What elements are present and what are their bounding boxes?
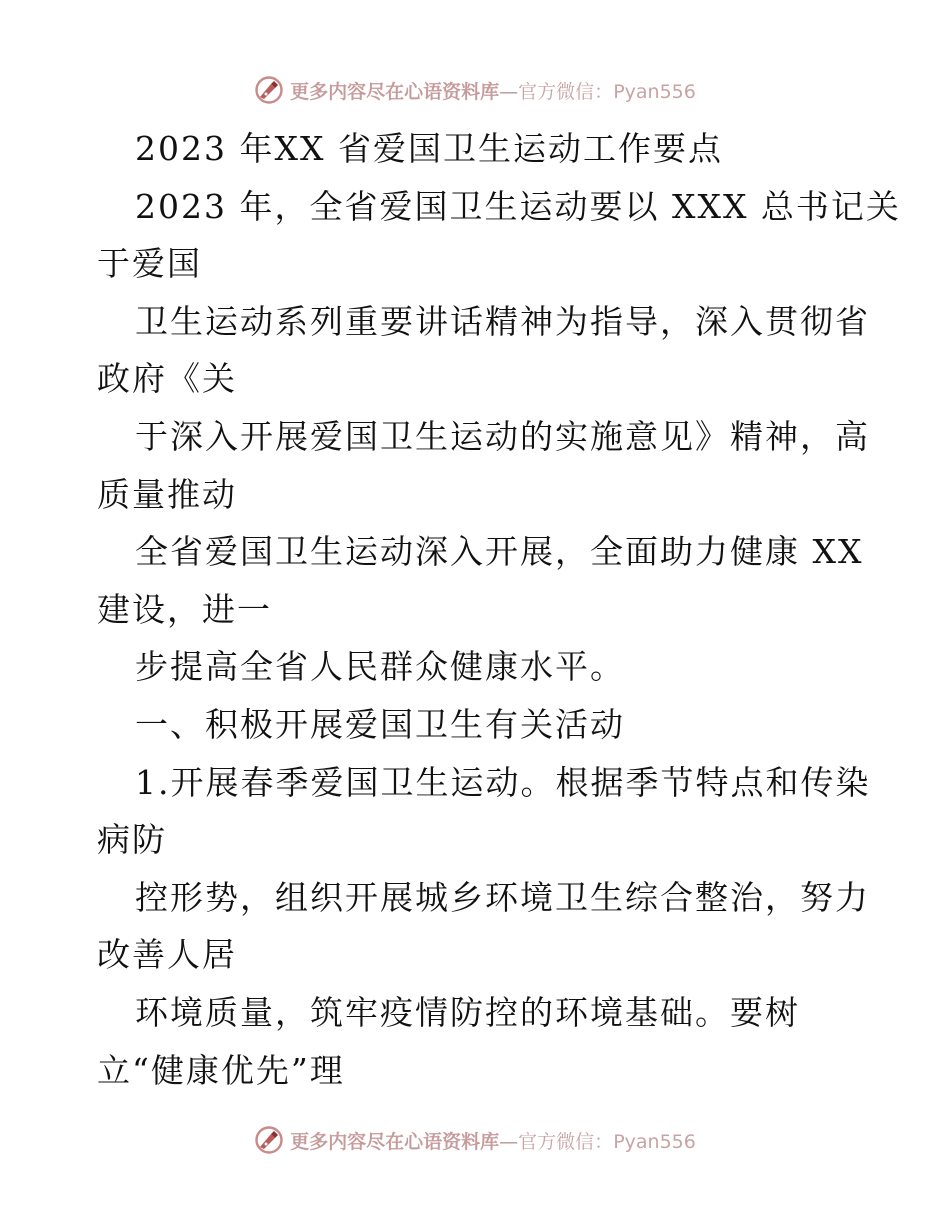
paragraph-line: 1.开展春季爱国卫生运动。根据季节特点和传染 xyxy=(135,762,871,802)
watermark-brand: 更多内容尽在心语资料库 xyxy=(290,80,500,103)
watermark-text xyxy=(290,77,696,104)
watermark-id: Pyan556 xyxy=(613,80,696,103)
watermark-brand: 更多内容尽在心语资料库 xyxy=(290,1130,500,1153)
paragraph-line: 于爱国 xyxy=(97,244,202,284)
paragraph-line: 全省爱国卫生运动深入开展，全面助力健康 XX xyxy=(135,532,864,572)
pen-nib-circle-icon xyxy=(254,75,284,105)
document-title: 2023 年XX 省爱国卫生运动工作要点 xyxy=(135,129,723,168)
header-watermark xyxy=(0,70,950,110)
watermark-group xyxy=(254,75,696,105)
paragraph-line: 病防 xyxy=(97,820,167,860)
section-heading: 一、积极开展爱国卫生有关活动 xyxy=(135,704,625,744)
watermark-id: Pyan556 xyxy=(613,1130,696,1153)
paragraph-line: 立“健康优先”理 xyxy=(97,1050,345,1090)
paragraph-line: 改善人居 xyxy=(97,935,237,975)
watermark-separator: — xyxy=(499,80,519,103)
watermark-official: 官方微信： xyxy=(518,80,614,103)
paragraph-line: 步提高全省人民群众健康水平。 xyxy=(135,647,625,687)
paragraph-line: 2023 年，全省爱国卫生运动要以 XXX 总书记关 xyxy=(135,186,901,226)
paragraph-line: 控形势，组织开展城乡环境卫生综合整治，努力 xyxy=(135,877,870,917)
paragraph-line: 建设，进一 xyxy=(97,589,272,629)
watermark-separator: — xyxy=(499,1130,519,1153)
watermark-text xyxy=(290,1127,696,1154)
pen-nib-circle-icon xyxy=(254,1125,284,1155)
paragraph-line: 于深入开展爱国卫生运动的实施意见》精神，高 xyxy=(135,416,870,456)
paragraph-line: 质量推动 xyxy=(97,474,237,514)
watermark-group xyxy=(254,1125,696,1155)
watermark-official: 官方微信： xyxy=(518,1130,614,1153)
paragraph-line: 卫生运动系列重要讲话精神为指导，深入贯彻省 xyxy=(135,301,870,341)
footer-watermark xyxy=(0,1120,950,1160)
paragraph-line: 政府《关 xyxy=(97,359,237,399)
paragraph-line: 环境质量，筑牢疫情防控的环境基础。要树 xyxy=(135,992,800,1032)
document-body xyxy=(97,120,901,1099)
